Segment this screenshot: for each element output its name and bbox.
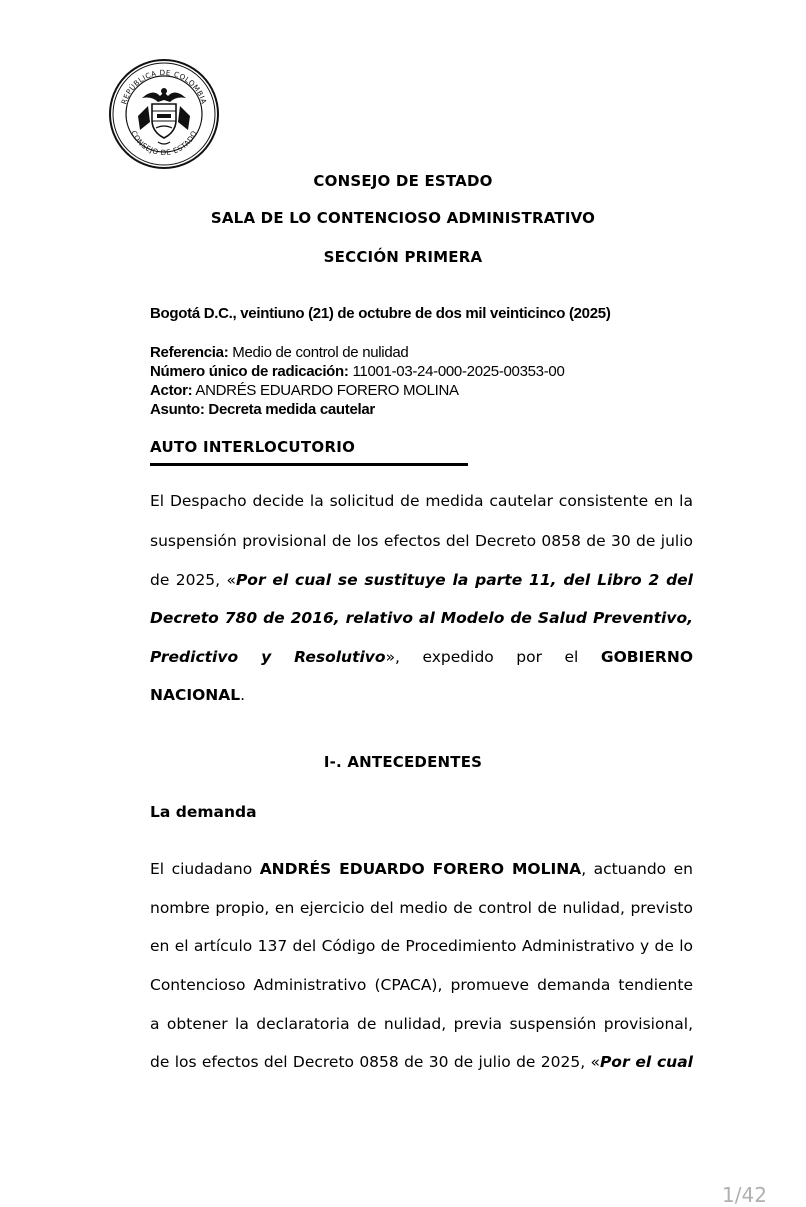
radicacion-line	[150, 363, 565, 380]
referencia-line	[150, 344, 408, 361]
section-title: I-. ANTECEDENTES	[323, 753, 483, 771]
svg-text:REPÚBLICA DE COLOMBIA: REPÚBLICA DE COLOMBIA	[119, 67, 209, 106]
demanda-line-1-b: ANDRÉS EDUARDO FORERO MOLINA	[259, 860, 582, 878]
intro-line-3-b: Por el cual se sustituye la parte 11, del Libro 2 del	[235, 571, 693, 589]
chamber-name: SALA DE LO CONTENCIOSO ADMINISTRATIVO	[210, 209, 596, 227]
demanda-line-2: nombre propio, en ejercicio del medio de control de nulidad, previsto	[150, 899, 693, 917]
actor-value: ANDRÉS EDUARDO FORERO MOLINA	[192, 382, 459, 399]
demanda-line-1-c: , actuando en	[581, 860, 693, 878]
intro-line-6-a: NACIONAL	[150, 686, 241, 704]
svg-text:CONSEJO DE ESTADO: CONSEJO DE ESTADO	[129, 129, 199, 158]
intro-line-5-a: Predictivo y Resolutivo	[150, 648, 386, 666]
actor-line	[150, 382, 459, 399]
auto-title: AUTO INTERLOCUTORIO	[150, 438, 356, 456]
court-name: CONSEJO DE ESTADO	[313, 172, 493, 190]
date-line: Bogotá D.C., veintiuno (21) de octubre de dos mil veinticinco (2025)	[150, 305, 611, 322]
intro-line-6	[150, 686, 693, 704]
intro-line-3-a: de 2025, «	[150, 571, 236, 589]
demanda-line-6-b: Por el cual	[599, 1053, 693, 1071]
intro-line-5-b: », expedido por el	[385, 648, 601, 666]
consejo-de-estado-seal	[108, 58, 220, 170]
section-name: SECCIÓN PRIMERA	[323, 248, 483, 266]
demanda-line-1-a: El ciudadano	[150, 860, 260, 878]
intro-line-6-b: .	[240, 686, 246, 704]
asunto-line	[150, 401, 375, 418]
intro-line-1: El Despacho decide la solicitud de medida cautelar consistente en la	[150, 492, 693, 510]
demanda-line-6	[150, 1053, 693, 1071]
intro-line-3	[150, 571, 693, 589]
demanda-line-5: a obtener la declaratoria de nulidad, previa suspensión provisional,	[150, 1015, 693, 1033]
referencia-label: Referencia:	[150, 344, 229, 361]
intro-line-4: Decreto 780 de 2016, relativo al Modelo de Salud Preventivo,	[150, 609, 693, 627]
intro-line-5	[150, 648, 693, 666]
demanda-line-4: Contencioso Administrativo (CPACA), promueve demanda tendiente	[150, 976, 693, 994]
intro-line-5-c: GOBIERNO	[600, 648, 693, 666]
radicacion-label: Número único de radicación:	[150, 363, 349, 380]
referencia-value: Medio de control de nulidad	[228, 344, 409, 361]
title-underline	[150, 463, 468, 466]
demanda-line-1	[150, 860, 693, 878]
asunto-label: Asunto:	[150, 401, 205, 418]
asunto-value: Decreta medida cautelar	[204, 401, 375, 418]
demanda-line-6-a: de los efectos del Decreto 0858 de 30 de julio de 2025, «	[150, 1053, 600, 1071]
page-number: 1/42	[722, 1183, 767, 1207]
demanda-line-3: en el artículo 137 del Código de Procedimiento Administrativo y de lo	[150, 937, 693, 955]
intro-line-2: suspensión provisional de los efectos del Decreto 0858 de 30 de julio	[150, 532, 693, 550]
radicacion-value: 11001-03-24-000-2025-00353-00	[348, 363, 565, 380]
actor-label: Actor:	[150, 382, 193, 399]
subheading-la-demanda: La demanda	[150, 803, 257, 821]
